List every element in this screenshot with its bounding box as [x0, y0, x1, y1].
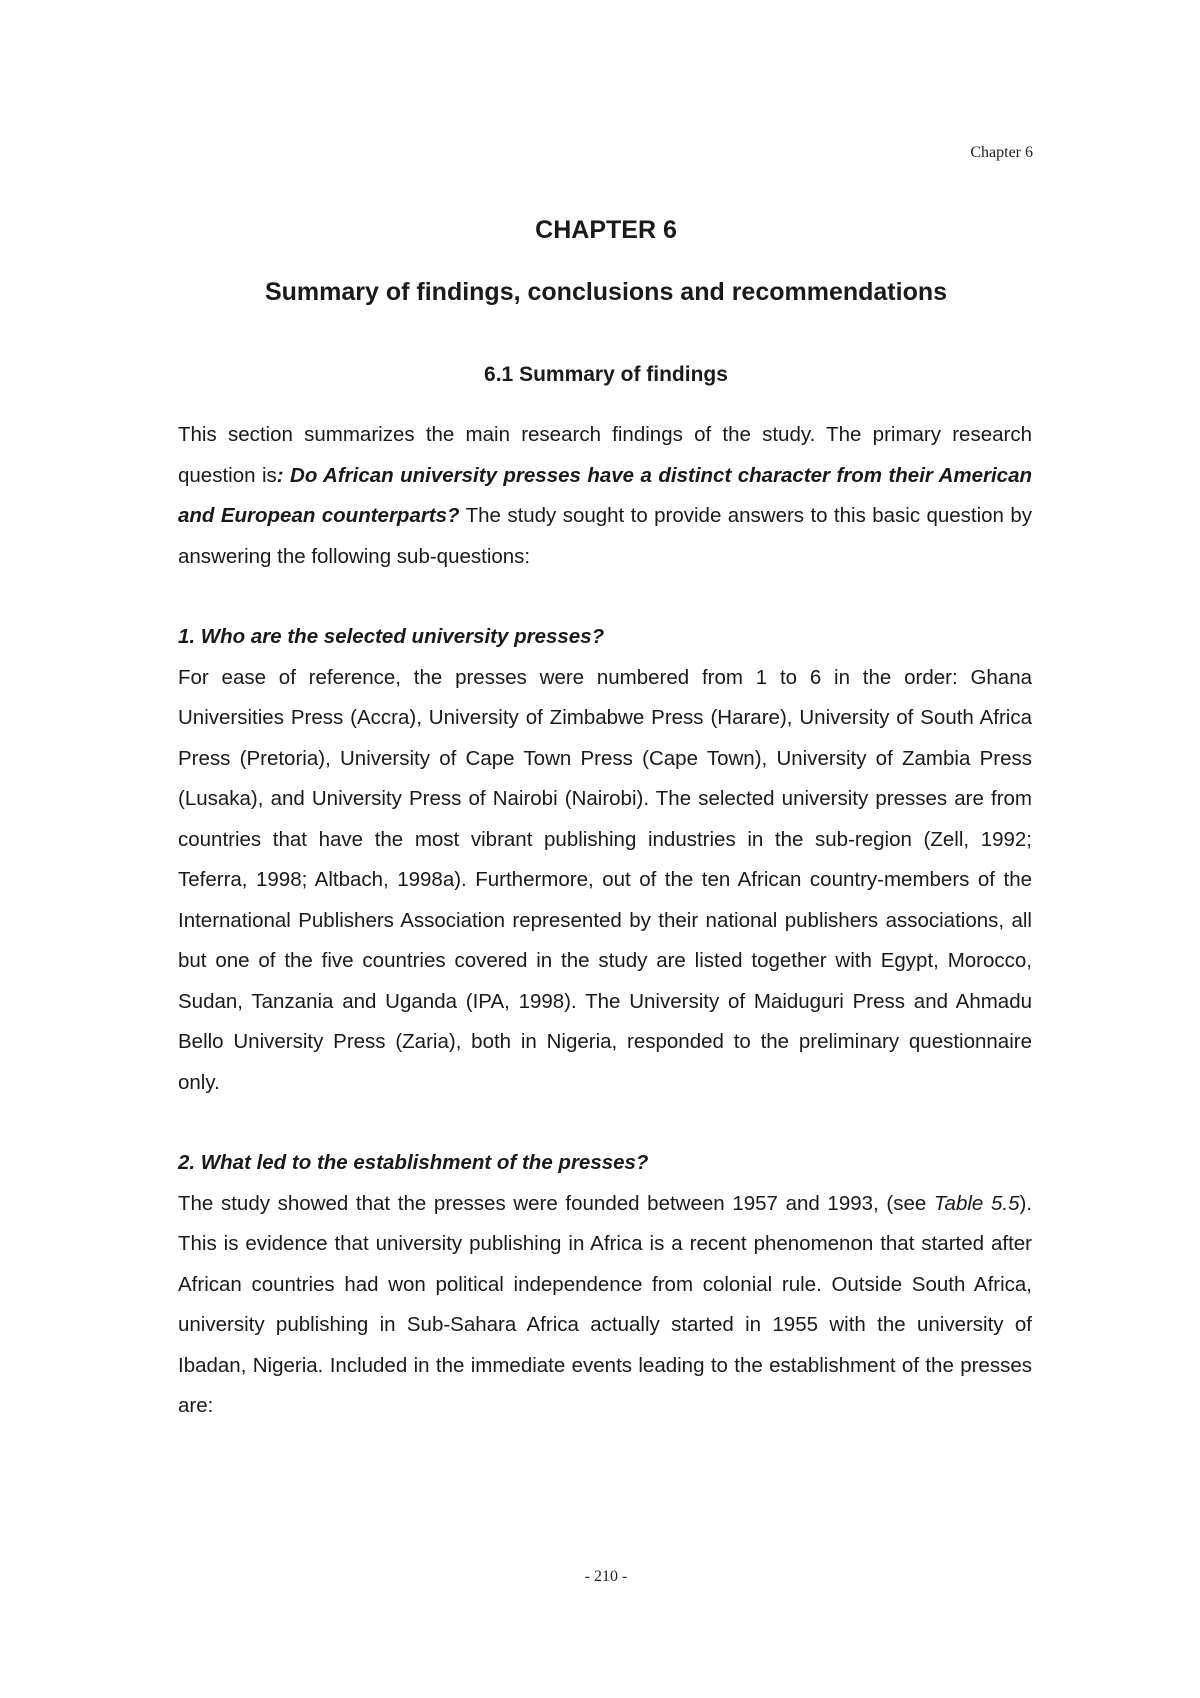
chapter-subtitle: Summary of findings, conclusions and recommendations [264, 278, 948, 306]
question-1-heading: 1. Who are the selected university presses? [178, 625, 605, 648]
research-question: : Do African university presses have a distinct character from their American and European counterparts? [178, 463, 1033, 527]
paragraph-spacer [178, 577, 1032, 617]
table-reference: Table 5.5 [933, 1191, 1020, 1215]
question-2-text: The study showed that the presses were founded between 1957 and 1993, (see [178, 1191, 934, 1215]
chapter-title: CHAPTER 6 [535, 216, 677, 244]
intro-text-continued: The study sought to provide answers to this basic question by answering the following sub-questions: [178, 504, 1032, 568]
paragraph-spacer [178, 1103, 1032, 1143]
question-2-heading: 2. What led to the establishment of the presses? [178, 1151, 649, 1174]
question-2-text-continued: ). This is evidence that university publishing in Africa is a recent phenomenon that started after African countries had won political independence from colonial rule. Outside South Africa, university publishing in Sub-Sahara Africa actually started in 1955 with the university of Ibadan, Nigeria. Included in the immediate events leading to the establishment of the presses are: [178, 1191, 1032, 1417]
intro-text: This section summarizes the main research findings of the study. The primary research question is [178, 423, 1032, 487]
body-text [178, 415, 1032, 1427]
question-2-paragraph [178, 1184, 1032, 1427]
running-header: Chapter 6 [970, 144, 1033, 161]
intro-paragraph [178, 415, 1032, 577]
page-number: - 210 - [584, 1568, 628, 1585]
section-heading: 6.1 Summary of findings [484, 363, 728, 386]
question-1-paragraph: For ease of reference, the presses were numbered from 1 to 6 in the order: Ghana Universities Press (Accra), University of Zimbabwe Press (Harare), University of South Africa Press (Pretoria), University of Cape Town Press (Cape Town), University of Zambia Press (Lusaka), and University Press of Nairobi (Nairobi). The selected university presses are from countries that have the most vibrant publishing industries in the sub-region (Zell, 1992; Teferra, 1998; Altbach, 1998a). Furthermore, out of the ten African country-members of the International Publishers Association represented by their national publishers associations, all but one of the five countries covered in the study are listed together with Egypt, Morocco, Sudan, Tanzania and Uganda (IPA, 1998). The University of Maiduguri Press and Ahmadu Bello University Press (Zaria), both in Nigeria, responded to the preliminary questionnaire only. [178, 665, 1032, 1094]
